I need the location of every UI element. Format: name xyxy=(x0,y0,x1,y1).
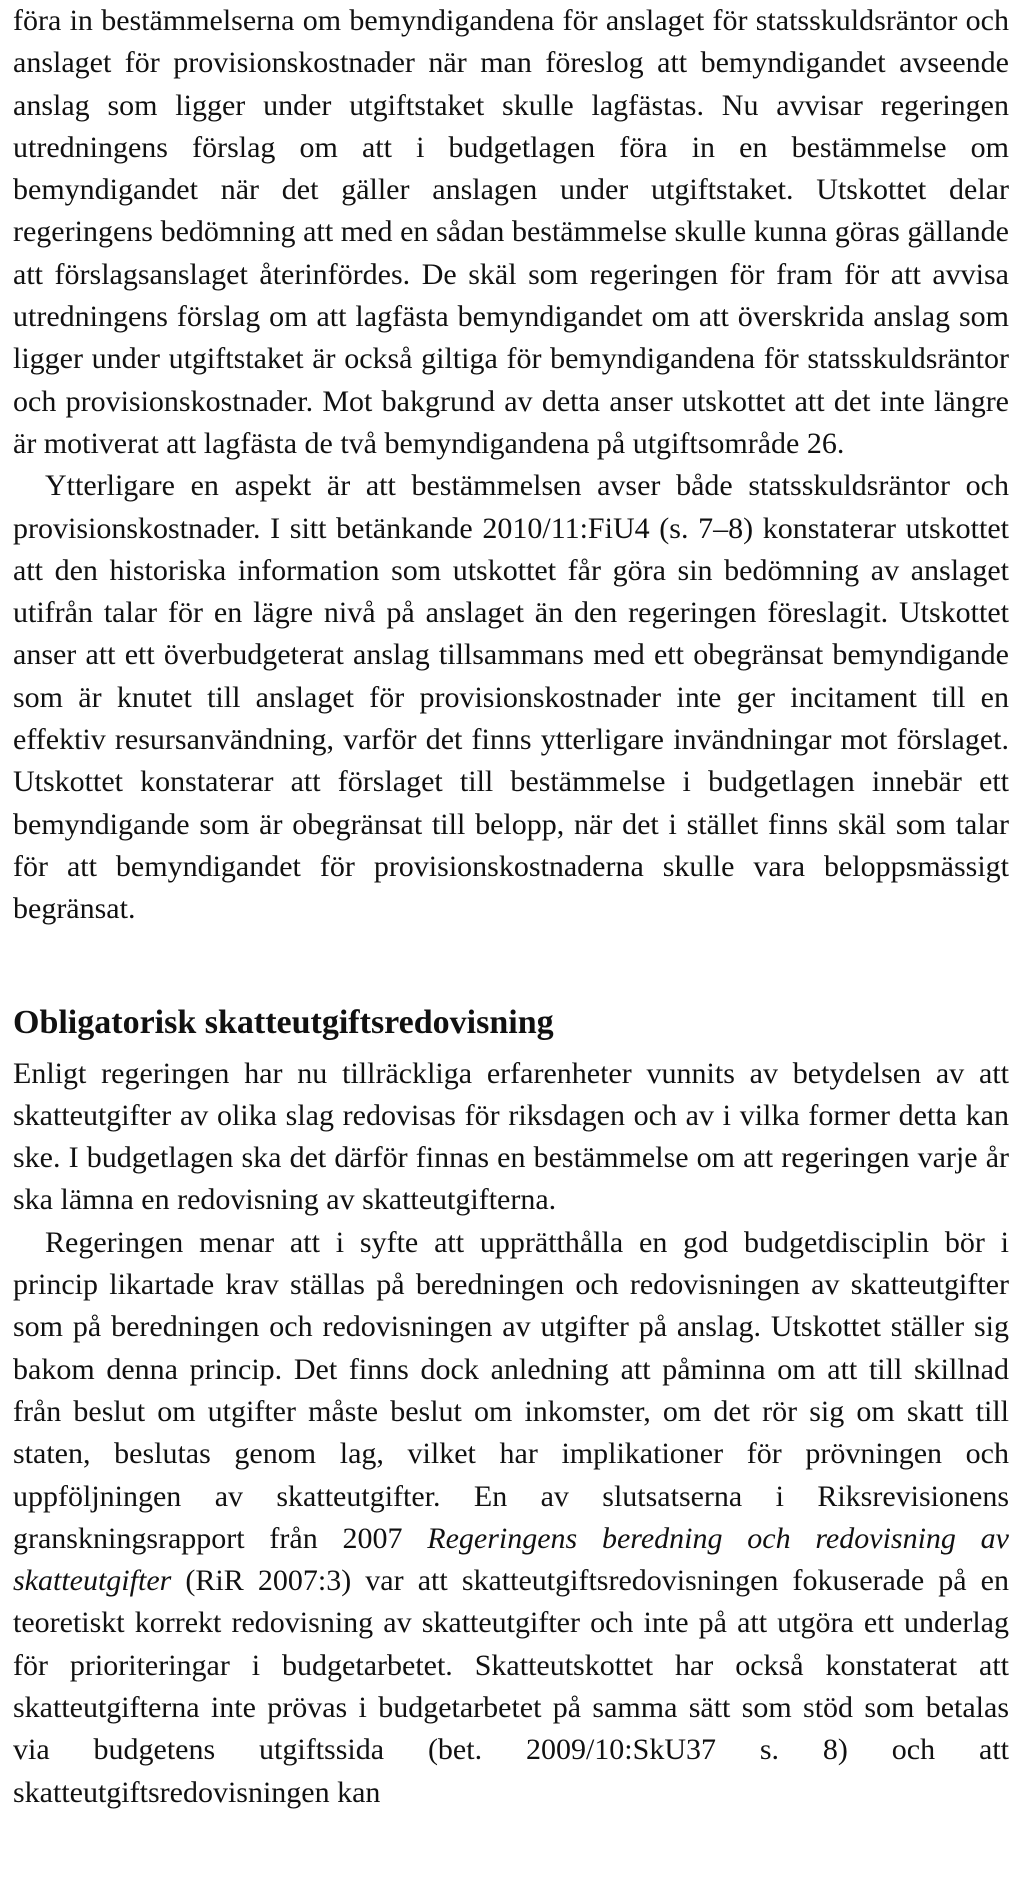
document-page xyxy=(13,0,1009,1814)
body-paragraph-2: Ytterligare en aspekt är att bestämmelsen avser både statsskuldsräntor och provisionskostnader. I sitt betänkande 2010/11:FiU4 (s. 7–8) konstaterar utskottet att den historiska information som utskottet får göra sin bedömning av anslaget utifrån talar för en lägre nivå på anslaget än den regeringen föreslagit. Utskottet anser att ett överbudgeterat anslag tillsammans med ett obegränsat bemyndigande som är knutet till anslaget för provisionskostnader inte ger incitament till en effektiv resursanvändning, varför det finns ytterligare invändningar mot förslaget. Utskottet konstaterar att förslaget till bestämmelse i budgetlagen innebär ett bemyndigande som är obegränsat till belopp, när det i stället finns skäl som talar för att bemyndigandet för provisionskostnaderna skulle vara beloppsmässigt begränsat. xyxy=(13,469,1009,926)
paragraph-text-start: Regeringen menar att i syfte att upprätthålla en god budgetdisciplin bör i princip likartade krav ställas på beredningen och redovisningen av skatteutgifter som på beredningen och redovisningen av utgifter på anslag. Utskottet ställer sig bakom denna princip. Det finns dock anledning att påminna om att till skillnad från beslut om utgifter måste beslut om inkomster, om det rör sig om skatt till staten, beslutas genom lag, vilket har implikationer för prövningen och uppföljningen av skatteutgifter. En av slutsatserna i Riksrevisionens granskningsrapport från 2007 xyxy=(13,1225,1009,1555)
body-paragraph-3: Enligt regeringen har nu tillräckliga erfarenheter vunnits av betydelsen av att skatteutgifter av olika slag redovisas för riksdagen och av i vilka former detta kan ske. I budgetlagen ska det därför finnas en bestämmelse om att regeringen varje år ska lämna en redovisning av skatteutgifterna. xyxy=(13,1056,1009,1217)
section-heading: Obligatorisk skatteutgiftsredovisning xyxy=(13,1003,554,1041)
body-paragraph-1: föra in bestämmelserna om bemyndigandena för anslaget för statsskuldsräntor och anslaget för provisionskostnader när man föreslog att bemyndigandet avseende anslag som ligger under utgiftstaket skulle lagfästas. Nu avvisar regeringen utredningens förslag om att i budgetlagen föra in en bestämmelse om bemyndigandet när det gäller anslagen under utgiftstaket. Utskottet delar regeringens bedömning att med en sådan bestämmelse skulle kunna göras gällande att förslagsanslaget återinfördes. De skäl som regeringen för fram för att avvisa utredningens förslag om att lagfästa bemyndigandet om att överskrida anslag som ligger under utgiftstaket är också giltiga för bemyndigandena för statsskuldsräntor och provisionskostnader. Mot bakgrund av detta anser utskottet att det inte längre är motiverat att lagfästa de två bemyndigandena på utgiftsområde 26. xyxy=(13,4,1009,460)
body-paragraph-4 xyxy=(13,1222,1009,1814)
report-title: Regeringens beredning och redovisning av skatteutgifter xyxy=(13,1521,1009,1598)
paragraph-text-end: (RiR 2007:3) var att skatteutgiftsredovisningen fokuserade på en teoretiskt korrekt redovisning av skatteutgifter och inte på att utgöra ett underlag för prioriteringar i budgetarbetet. Skatteutskottet har också konstaterat att skatteutgifterna inte prövas i budgetarbetet på samma sätt som stöd som betalas via budgetens utgiftssida (bet. 2009/10:SkU37 s. 8) och att skatteutgiftsredovisningen kan xyxy=(13,1564,1009,1809)
